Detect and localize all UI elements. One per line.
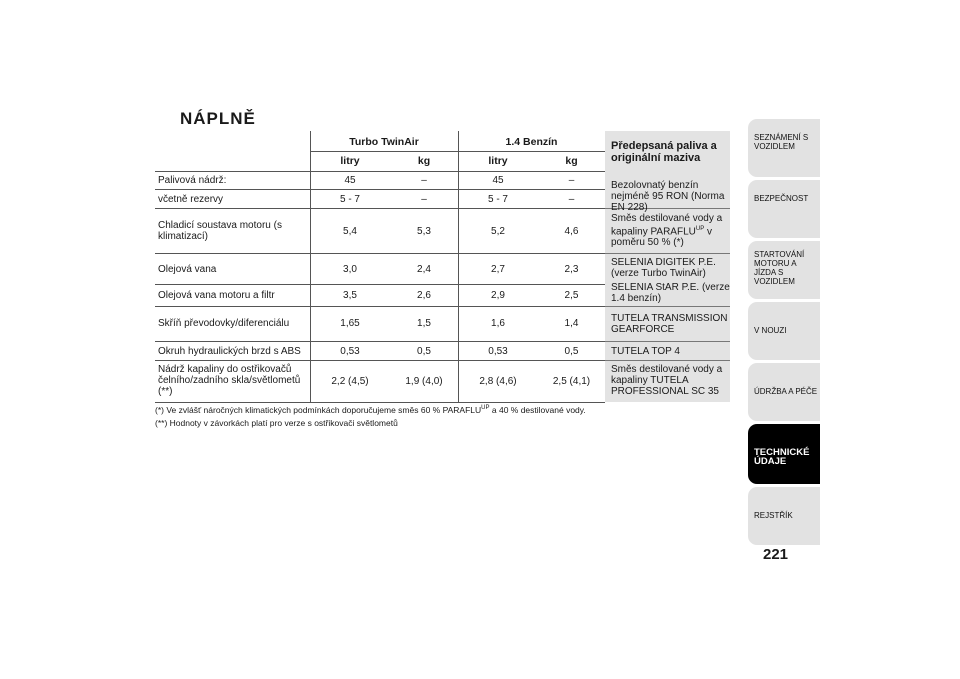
group-turbo-twinair: Turbo TwinAir — [349, 136, 419, 148]
value-cell: 2,9 — [491, 290, 505, 301]
spec-fuel: Bezolovnatý benzín nejméně 95 RON (Norma EN 228) — [611, 180, 725, 213]
row-label: Olejová vana motoru a filtr — [158, 290, 275, 301]
spec-divider — [605, 253, 730, 254]
spec-coolant-text: Směs destilované vody a kapaliny PARAFLU — [611, 213, 723, 238]
spec-divider — [605, 360, 730, 361]
footnote-1 — [155, 405, 586, 415]
value-cell: 5,4 — [343, 226, 357, 237]
value-cell: 4,6 — [564, 226, 579, 237]
value-cell: 1,65 — [340, 318, 360, 329]
row-divider — [155, 189, 605, 190]
sidebar-tab-label: STARTOVÁNÍ MOTORU A JÍZDA S VOZIDLEM — [754, 250, 805, 286]
sidebar-tab-rejstrik[interactable] — [748, 487, 820, 545]
sidebar-tab-v-nouzi[interactable] — [748, 302, 820, 360]
value-cell: 3,5 — [343, 290, 357, 301]
value-cell: 5 - 7 — [487, 194, 508, 205]
value-cell: 2,5 (4,1) — [552, 376, 591, 387]
row-label: Chladicí soustava motoru (s klimatizací) — [158, 220, 282, 242]
sidebar-tab-technicke-udaje[interactable] — [748, 424, 820, 484]
sidebar-tab-label: REJSTŘÍK — [754, 511, 793, 520]
sidebar-tab-label: SEZNÁMENÍ S VOZIDLEM — [754, 133, 809, 151]
row-divider — [155, 341, 605, 342]
sidebar-tab-label: BEZPEČNOST — [754, 194, 809, 203]
spec-coolant-ratio: v poměru 50 % (*) — [611, 226, 712, 249]
footnote-2: (**) Hodnoty v závorkách platí pro verze s ostřikovači světlometů — [155, 418, 398, 428]
value-cell: 1,9 (4,0) — [405, 376, 443, 387]
value-cell: 1,5 — [417, 318, 431, 329]
value-cell: 0,5 — [417, 346, 431, 357]
value-cell: 0,53 — [340, 346, 360, 357]
row-divider — [155, 208, 605, 209]
value-cell: 5 - 7 — [339, 194, 360, 205]
sidebar-tab-label: ÚDRŽBA A PÉČE — [754, 387, 818, 396]
spec-washer: Směs destilované vody a kapaliny TUTELA PROFESSIONAL SC 35 — [611, 364, 723, 397]
row-divider — [155, 306, 605, 307]
unit-litry-2: litry — [488, 155, 508, 167]
value-cell: 0,5 — [564, 346, 579, 357]
row-label: Okruh hydraulických brzd s ABS — [158, 346, 301, 357]
row-divider — [155, 253, 605, 254]
value-cell: – — [568, 194, 575, 205]
value-cell: 3,0 — [343, 264, 357, 275]
spec-divider — [605, 341, 730, 342]
row-label: Skříň převodovky/diferenciálu — [158, 318, 290, 329]
value-cell: 1,6 — [491, 318, 505, 329]
value-cell: 2,2 (4,5) — [331, 376, 369, 387]
value-cell: 2,7 — [491, 264, 505, 275]
row-label: Palivová nádrž: — [158, 175, 227, 186]
sidebar-tab-startovani[interactable] — [748, 241, 820, 299]
page-number: 221 — [763, 546, 789, 563]
row-label: Nádrž kapaliny do ostřikovačů čelního/zadního skla/světlometů (**) — [158, 364, 301, 397]
value-cell: – — [568, 175, 575, 186]
value-cell: – — [421, 175, 427, 186]
value-cell: 2,6 — [417, 290, 431, 301]
sidebar-tab-seznameni[interactable] — [748, 119, 820, 177]
spec-header: Předepsaná paliva a originální maziva — [611, 140, 717, 164]
value-cell: 1,4 — [564, 318, 579, 329]
spec-brake: TUTELA TOP 4 — [611, 346, 680, 357]
spec-divider — [605, 306, 730, 307]
footnote-1-end: a 40 % destilované vody. — [489, 405, 586, 415]
value-cell: 2,4 — [417, 264, 431, 275]
spec-coolant — [611, 213, 731, 248]
unit-litry-1: litry — [340, 155, 360, 167]
row-divider — [155, 284, 605, 285]
group-benzin: 1.4 Benzín — [505, 136, 558, 148]
row-divider — [155, 171, 605, 172]
table-bottom — [155, 402, 605, 403]
value-cell: – — [421, 194, 427, 205]
value-cell: 0,53 — [488, 346, 508, 357]
row-label: včetně rezervy — [158, 194, 224, 205]
sidebar-tab-label: TECHNICKÉ ÚDAJE — [754, 447, 810, 467]
value-cell: 5,2 — [491, 226, 505, 237]
sidebar-tab-udrzba[interactable] — [748, 363, 820, 421]
spec-transmission: TUTELA TRANSMISSION GEARFORCE — [611, 313, 728, 335]
sidebar-tab-bezpecnost[interactable] — [748, 180, 820, 238]
sidebar-tab-label: V NOUZI — [754, 326, 787, 335]
spec-oil-turbo: SELENIA DIGITEK P.E. (verze Turbo TwinAir) — [611, 257, 716, 279]
unit-kg-2: kg — [565, 155, 578, 167]
spec-coolant-sup: UP — [695, 226, 705, 232]
value-cell: 2,3 — [564, 264, 579, 275]
value-cell: 2,5 — [564, 290, 579, 301]
value-cell: 5,3 — [417, 226, 431, 237]
spec-oil-benzin: SELENIA StAR P.E. (verze 1.4 benzín) — [611, 282, 730, 304]
row-divider — [155, 360, 605, 361]
footnote-1-text: (*) Ve zvlášť náročných klimatických podmínkách doporučujeme směs 60 % PARAFLU — [155, 405, 482, 415]
page-title: NÁPLNĚ — [180, 109, 256, 128]
value-cell: 45 — [492, 175, 504, 186]
value-cell: 2,8 (4,6) — [479, 376, 517, 387]
footnote-1-sup: UP — [481, 405, 490, 412]
unit-kg-1: kg — [417, 155, 431, 167]
row-label: Olejová vana — [158, 264, 217, 275]
value-cell: 45 — [344, 175, 356, 186]
